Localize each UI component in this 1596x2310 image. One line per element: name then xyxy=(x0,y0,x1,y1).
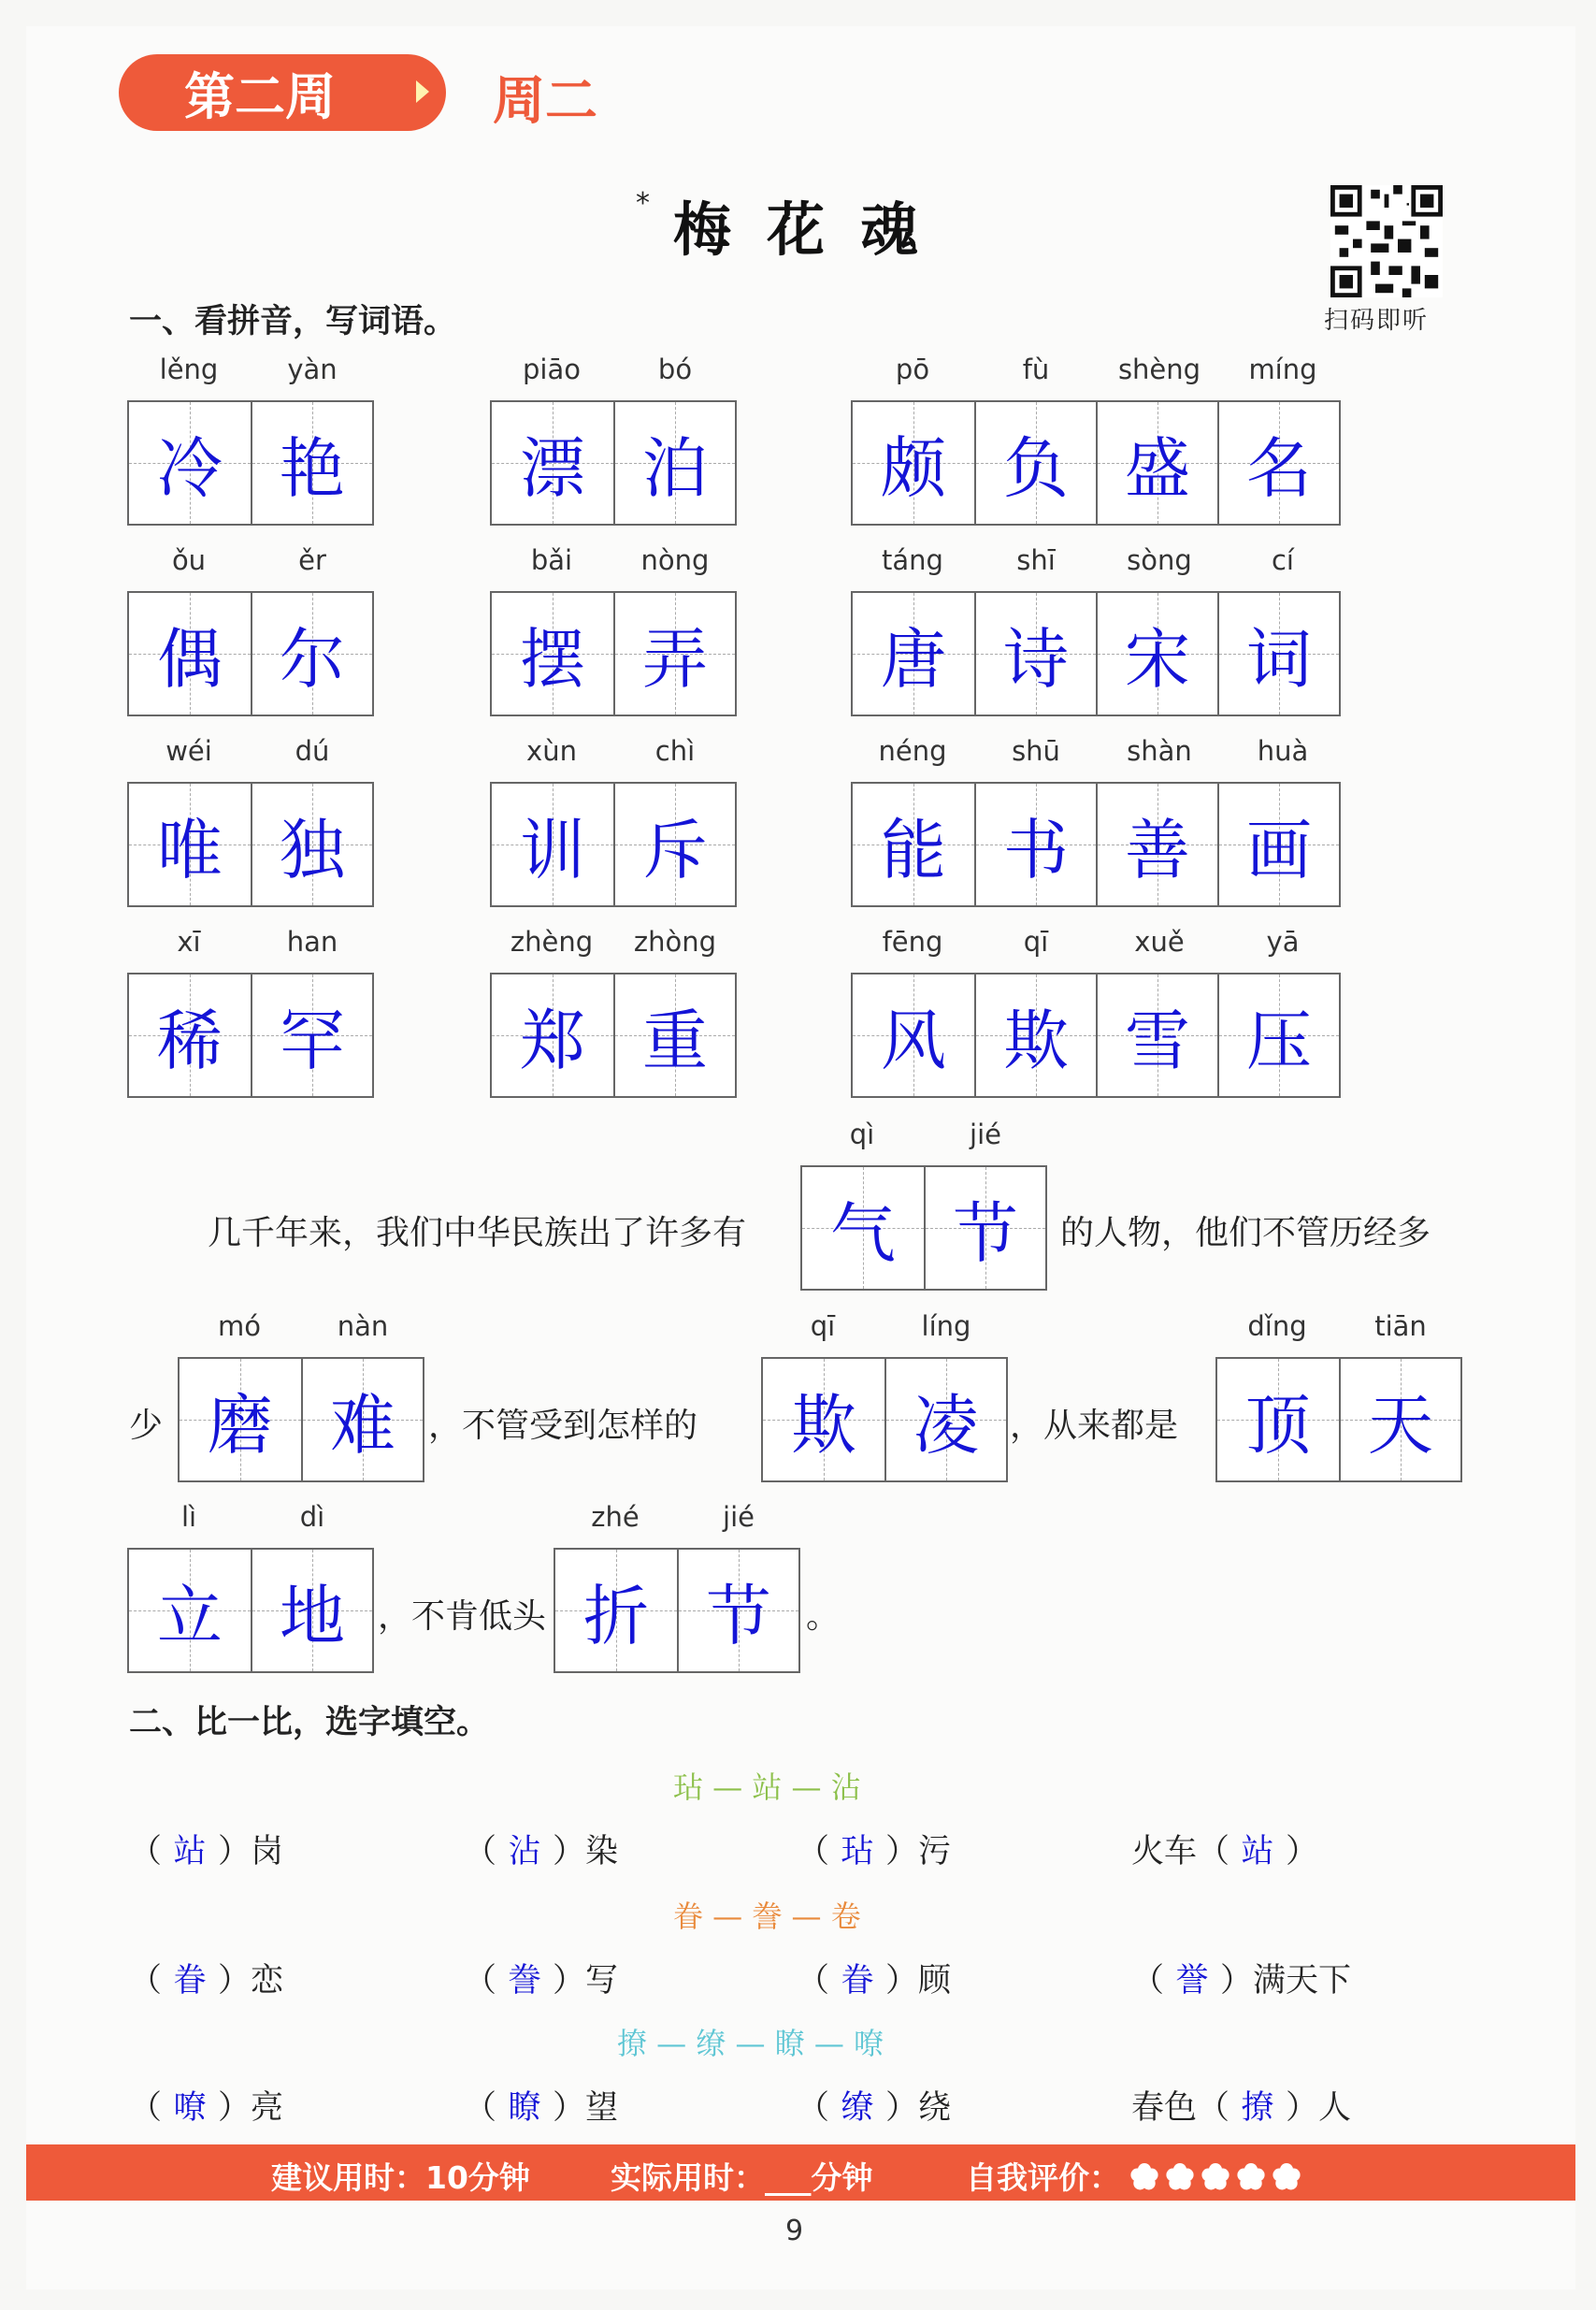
char-cell[interactable]: 训 xyxy=(492,784,613,905)
char-cell[interactable]: 重 xyxy=(613,975,735,1096)
rating-stars[interactable] xyxy=(1129,2157,1307,2193)
char-cell[interactable]: 艳 xyxy=(251,402,372,524)
char-cell[interactable]: 磨 xyxy=(180,1359,301,1480)
passage-text-1: 几千年来，我们中华民族出了许多有 xyxy=(208,1214,747,1252)
word-9-pinyin: shū xyxy=(1012,735,1060,767)
passage-text-5: ，从来都是 xyxy=(1010,1407,1179,1445)
char-cell[interactable]: 折 xyxy=(555,1550,677,1671)
word-10-grid[interactable] xyxy=(127,973,374,1098)
suggested-time: 建议用时：10分钟 xyxy=(271,2159,530,2196)
passage-word-4-grid[interactable] xyxy=(1215,1357,1462,1482)
char-cell[interactable]: 泊 xyxy=(613,402,735,524)
passage-word-3-pinyin: líng xyxy=(921,1310,971,1342)
passage-word-5-pinyin: dì xyxy=(299,1501,325,1533)
char-cell[interactable]: 节 xyxy=(924,1167,1045,1289)
flower-star-icon[interactable] xyxy=(1236,2162,1266,2192)
word-2-pinyin: piāo xyxy=(523,354,581,385)
fill-blank-item: （ 瞭 ）望 xyxy=(464,2082,618,2129)
char-cell[interactable]: 弄 xyxy=(613,593,735,715)
char-cell[interactable]: 稀 xyxy=(129,975,251,1096)
flower-star-icon[interactable] xyxy=(1272,2162,1301,2192)
word-8-grid[interactable] xyxy=(490,782,737,907)
word-10-pinyin: xī xyxy=(177,926,201,958)
char-cell[interactable]: 颇 xyxy=(853,402,974,524)
char-cell[interactable]: 词 xyxy=(1217,593,1339,715)
word-8-pinyin: chì xyxy=(654,735,696,767)
actual-time: 实际用时：___分钟 xyxy=(611,2159,873,2196)
fill-blank-item: （ 誉 ）满天下 xyxy=(1131,1955,1351,2001)
word-3-pinyin: fù xyxy=(1022,354,1050,385)
word-12-pinyin: xuě xyxy=(1134,926,1185,958)
word-11-grid[interactable] xyxy=(490,973,737,1098)
qr-code-icon[interactable] xyxy=(1330,185,1443,297)
passage-text-3: 少 xyxy=(129,1407,164,1445)
char-cell[interactable]: 斥 xyxy=(613,784,735,905)
optional-lesson-star: * xyxy=(636,187,650,220)
word-3-grid[interactable] xyxy=(851,400,1341,526)
char-cell[interactable]: 诗 xyxy=(974,593,1096,715)
fill-blank-item: 火车（ 站 ） xyxy=(1131,1826,1318,1872)
fill-answer[interactable]: 沾 xyxy=(508,1833,541,1870)
word-3-pinyin: pō xyxy=(895,354,930,385)
compare-group-heading: 撩 — 缭 — 瞭 — 嘹 xyxy=(617,2026,884,2061)
word-3-pinyin: shèng xyxy=(1117,354,1201,385)
char-cell[interactable]: 善 xyxy=(1096,784,1217,905)
lesson-title: 梅花魂 xyxy=(673,195,955,264)
word-4-grid[interactable] xyxy=(127,591,374,716)
passage-word-2-grid[interactable] xyxy=(178,1357,424,1482)
word-5-grid[interactable] xyxy=(490,591,737,716)
flower-star-icon[interactable] xyxy=(1129,2162,1159,2192)
word-7-pinyin: dú xyxy=(295,735,330,767)
passage-word-6-pinyin: zhé xyxy=(591,1501,640,1533)
passage-word-1-pinyin: qì xyxy=(849,1119,875,1150)
char-cell[interactable]: 名 xyxy=(1217,402,1339,524)
fill-blank-item: （ 嘹 ）亮 xyxy=(129,2082,283,2129)
word-6-pinyin: shī xyxy=(1016,544,1056,576)
word-10-pinyin: han xyxy=(286,926,338,958)
word-6-pinyin: sòng xyxy=(1127,544,1192,576)
char-cell[interactable]: 冷 xyxy=(129,402,251,524)
word-2-pinyin: bó xyxy=(657,354,693,385)
fill-answer[interactable]: 玷 xyxy=(841,1833,874,1870)
word-1-pinyin: yàn xyxy=(287,354,338,385)
word-5-pinyin: nòng xyxy=(640,544,710,576)
passage-word-6-pinyin: jié xyxy=(723,1501,755,1533)
passage-word-6-grid[interactable] xyxy=(554,1548,800,1673)
passage-word-2-pinyin: nàn xyxy=(337,1310,389,1342)
passage-word-5-pinyin: lì xyxy=(180,1501,197,1533)
word-6-pinyin: cí xyxy=(1271,544,1294,576)
fill-answer[interactable]: 眷 xyxy=(841,1962,874,2000)
char-cell[interactable]: 风 xyxy=(853,975,974,1096)
char-cell[interactable]: 宋 xyxy=(1096,593,1217,715)
passage-word-4-pinyin: dǐng xyxy=(1247,1310,1307,1342)
word-9-pinyin: huà xyxy=(1257,735,1309,767)
char-cell[interactable]: 书 xyxy=(974,784,1096,905)
word-2-grid[interactable] xyxy=(490,400,737,526)
char-cell[interactable]: 雪 xyxy=(1096,975,1217,1096)
char-cell[interactable]: 尔 xyxy=(251,593,372,715)
fill-blank-item: （ 缭 ）绕 xyxy=(797,2082,951,2129)
compare-group-heading: 玷 — 站 — 沾 xyxy=(673,1769,861,1805)
char-cell[interactable]: 凌 xyxy=(884,1359,1006,1480)
week-badge xyxy=(119,54,446,131)
char-cell[interactable]: 地 xyxy=(251,1550,372,1671)
passage-text-6: ，不肯低头 xyxy=(378,1597,547,1636)
day-label: 周二 xyxy=(493,71,597,132)
char-cell[interactable]: 天 xyxy=(1339,1359,1460,1480)
char-cell[interactable]: 负 xyxy=(974,402,1096,524)
char-cell[interactable]: 独 xyxy=(251,784,372,905)
word-1-grid[interactable] xyxy=(127,400,374,526)
self-eval-label: 自我评价： xyxy=(966,2159,1120,2196)
fill-blank-item: （ 沾 ）染 xyxy=(464,1826,618,1872)
word-6-pinyin: táng xyxy=(882,544,943,576)
char-cell[interactable]: 顶 xyxy=(1217,1359,1339,1480)
char-cell[interactable]: 难 xyxy=(301,1359,423,1480)
char-cell[interactable]: 唐 xyxy=(853,593,974,715)
fill-answer[interactable]: 站 xyxy=(173,1833,207,1870)
passage-text-7: 。 xyxy=(806,1597,841,1636)
qr-caption: 扫码即听 xyxy=(1324,307,1430,335)
word-9-grid[interactable] xyxy=(851,782,1341,907)
arrow-icon xyxy=(416,80,429,103)
flower-star-icon[interactable] xyxy=(1201,2162,1230,2192)
word-9-pinyin: shàn xyxy=(1127,735,1192,767)
section-1-title: 一、看拼音，写词语。 xyxy=(129,303,457,340)
fill-answer[interactable]: 嘹 xyxy=(173,2089,207,2127)
passage-word-2-pinyin: mó xyxy=(218,1310,261,1342)
word-12-pinyin: yā xyxy=(1266,926,1300,958)
word-8-pinyin: xùn xyxy=(526,735,577,767)
fill-answer[interactable]: 誉 xyxy=(1175,1962,1209,2000)
word-9-pinyin: néng xyxy=(878,735,947,767)
char-cell[interactable]: 立 xyxy=(129,1550,251,1671)
fill-blank-item: （ 眷 ）顾 xyxy=(797,1955,951,2001)
flower-star-icon[interactable] xyxy=(1165,2162,1195,2192)
char-cell[interactable]: 偶 xyxy=(129,593,251,715)
word-7-pinyin: wéi xyxy=(165,735,212,767)
passage-word-1-pinyin: jié xyxy=(970,1119,1001,1150)
word-1-pinyin: lěng xyxy=(159,354,219,385)
compare-group-heading: 眷 — 誊 — 卷 xyxy=(673,1899,861,1934)
fill-answer[interactable]: 站 xyxy=(1241,1833,1274,1870)
char-cell[interactable]: 摆 xyxy=(492,593,613,715)
word-7-grid[interactable] xyxy=(127,782,374,907)
char-cell[interactable]: 郑 xyxy=(492,975,613,1096)
fill-blank-item: （ 玷 ）污 xyxy=(797,1826,951,1872)
char-cell[interactable]: 节 xyxy=(677,1550,798,1671)
word-12-pinyin: qī xyxy=(1023,926,1049,958)
footer-bar xyxy=(26,2144,1575,2201)
word-6-grid[interactable] xyxy=(851,591,1341,716)
fill-blank-item: （ 眷 ）恋 xyxy=(129,1955,283,2001)
word-12-grid[interactable] xyxy=(851,973,1341,1098)
fill-blank-item: 春色（ 撩 ）人 xyxy=(1131,2082,1351,2129)
word-5-pinyin: bǎi xyxy=(530,544,573,576)
passage-word-5-grid[interactable] xyxy=(127,1548,374,1673)
fill-blank-item: （ 站 ）岗 xyxy=(129,1826,283,1872)
word-3-pinyin: míng xyxy=(1248,354,1317,385)
word-11-pinyin: zhòng xyxy=(633,926,717,958)
fill-answer[interactable]: 誊 xyxy=(508,1962,541,2000)
char-cell[interactable]: 能 xyxy=(853,784,974,905)
fill-answer[interactable]: 缭 xyxy=(841,2089,874,2127)
passage-word-4-pinyin: tiān xyxy=(1374,1310,1427,1342)
fill-answer[interactable]: 瞭 xyxy=(508,2089,541,2127)
word-11-pinyin: zhèng xyxy=(510,926,594,958)
char-cell[interactable]: 漂 xyxy=(492,402,613,524)
fill-answer[interactable]: 眷 xyxy=(173,1962,207,2000)
fill-answer[interactable]: 撩 xyxy=(1241,2089,1274,2127)
char-cell[interactable]: 欺 xyxy=(974,975,1096,1096)
char-cell[interactable]: 压 xyxy=(1217,975,1339,1096)
passage-word-1-grid[interactable] xyxy=(800,1165,1047,1291)
char-cell[interactable]: 盛 xyxy=(1096,402,1217,524)
passage-text-4: ，不管受到怎样的 xyxy=(428,1407,698,1445)
char-cell[interactable]: 欺 xyxy=(763,1359,884,1480)
passage-text-2: 的人物，他们不管历经多 xyxy=(1060,1214,1431,1252)
word-4-pinyin: ǒu xyxy=(171,544,207,576)
char-cell[interactable]: 气 xyxy=(802,1167,924,1289)
passage-word-3-grid[interactable] xyxy=(761,1357,1008,1482)
fill-blank-item: （ 誊 ）写 xyxy=(464,1955,618,2001)
word-12-pinyin: fēng xyxy=(882,926,943,958)
char-cell[interactable]: 唯 xyxy=(129,784,251,905)
word-4-pinyin: ěr xyxy=(298,544,326,576)
section-2-title: 二、比一比，选字填空。 xyxy=(129,1704,490,1741)
week-label: 第二周 xyxy=(184,66,336,126)
passage-word-3-pinyin: qī xyxy=(810,1310,836,1342)
char-cell[interactable]: 画 xyxy=(1217,784,1339,905)
page-number: 9 xyxy=(785,2215,804,2247)
char-cell[interactable]: 罕 xyxy=(251,975,372,1096)
